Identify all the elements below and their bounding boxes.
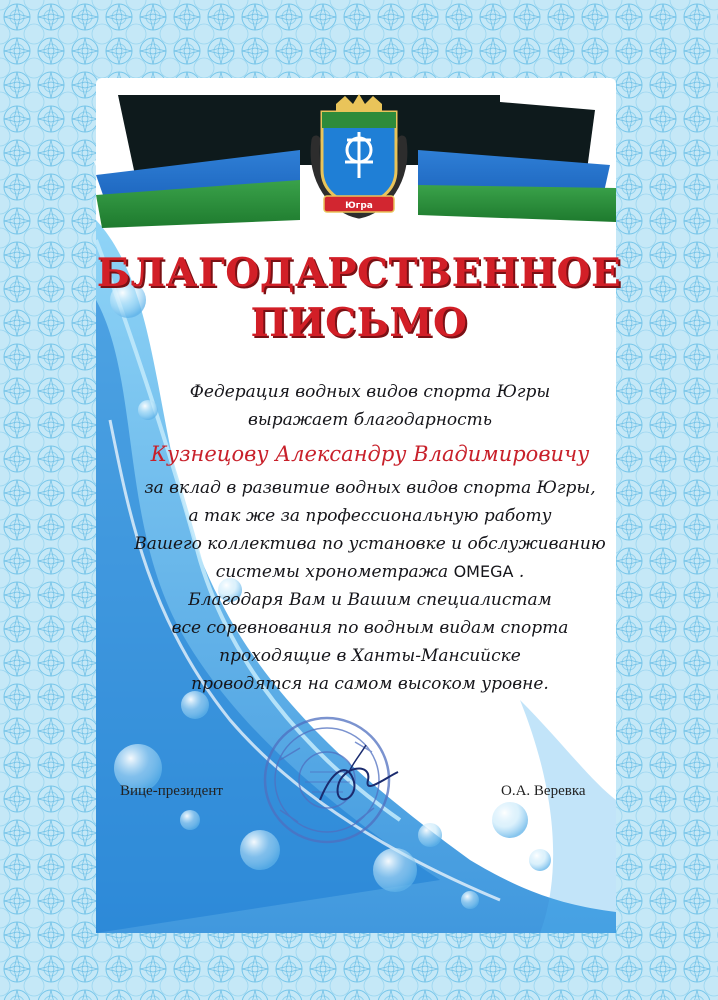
- signatory-position: Вице-президент: [120, 783, 223, 799]
- body-line-2: выражает благодарность: [247, 410, 493, 430]
- title-line-2: ПИСЬМО: [250, 300, 468, 346]
- coat-of-arms-icon: [315, 94, 403, 214]
- body-line-10: проводятся на самом высоком уровне.: [191, 674, 549, 694]
- body-line-3: за вклад в развитие водных видов спорта Югры,: [144, 478, 596, 498]
- emblem-label: Югра: [345, 201, 373, 211]
- body-line-7: Благодаря Вам и Вашим специалистам: [188, 590, 552, 610]
- body-line-4: а так же за профессиональную работу: [188, 506, 552, 526]
- body-line-9: проходящие в Ханты-Мансийске: [219, 646, 521, 666]
- brand-omega: OMEGA: [453, 562, 514, 581]
- recipient-name: Кузнецову Александру Владимировичу: [150, 442, 590, 466]
- title-line-1: БЛАГОДАРСТВЕННОЕ: [96, 250, 622, 296]
- body-line-6-suffix: .: [518, 562, 525, 582]
- body-line-6-prefix: системы хронометража: [215, 562, 449, 582]
- body-line-8: все соревнования по водным видам спорта: [171, 618, 569, 638]
- body-line-6: [130, 558, 610, 586]
- signatory-name: О.А. Веревка: [501, 783, 586, 799]
- letter-body: [130, 378, 610, 698]
- body-line-5: Вашего коллектива по установке и обслуживанию: [134, 534, 606, 554]
- body-line-1: Федерация водных видов спорта Югры: [189, 382, 551, 402]
